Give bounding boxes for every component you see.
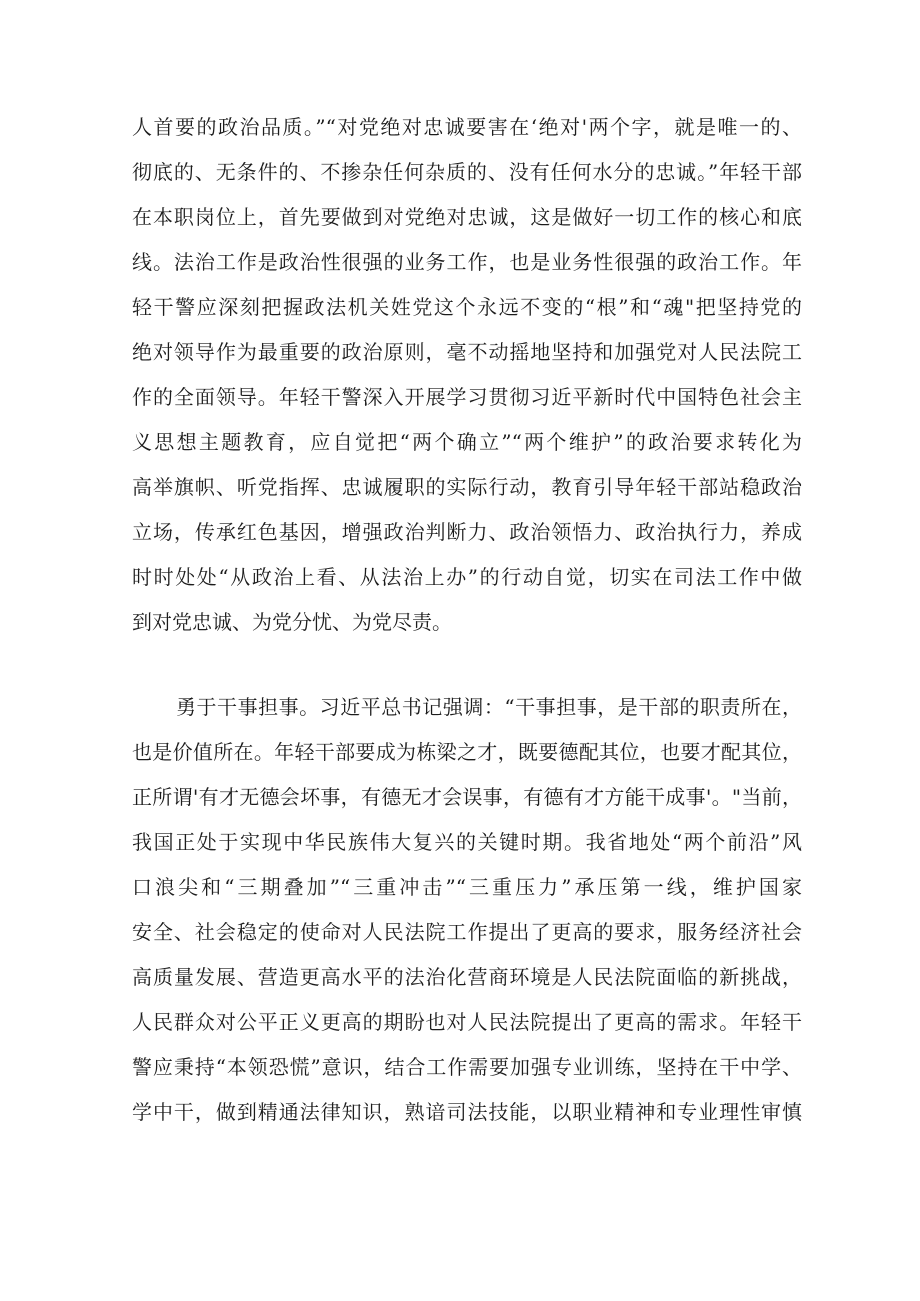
text-line: 也是价值所在。年轻干部要成为栋梁之才，既要德配其位，也要才配其位， (132, 740, 802, 764)
text-line: 时时处处“从政治上看、从法治上办”的行动自觉，切实在司法工作中做 (132, 565, 802, 589)
text-line: 彻底的、无条件的、不掺杂任何杂质的、没有任何水分的忠诚。”年轻干部 (132, 160, 802, 184)
text-line: 在本职岗位上，首先要做到对党绝对忠诚，这是做好一切工作的核心和底 (132, 205, 802, 229)
text-line: 我国正处于实现中华民族伟大复兴的关键时期。我省地处“两个前沿”风 (132, 830, 802, 854)
text-line: 勇于干事担事。习近平总书记强调：“干事担事，是干部的职责所在， (176, 695, 802, 719)
text-line: 安全、社会稳定的使命对人民法院工作提出了更高的要求，服务经济社会 (132, 920, 802, 944)
text-line: 立场，传承红色基因，增强政治判断力、政治领悟力、政治执行力，养成 (132, 520, 802, 544)
text-line: 轻干警应深刻把握政法机关姓党这个永远不变的“根”和“魂"把坚持党的 (132, 295, 802, 319)
text-line: 绝对领导作为最重要的政治原则，毫不动摇地坚持和加强党对人民法院工 (132, 340, 802, 364)
text-line: 人民群众对公平正义更高的期盼也对人民法院提出了更高的需求。年轻干 (132, 1010, 802, 1034)
text-line: 学中干，做到精通法律知识，熟谙司法技能，以职业精神和专业理性审慎 (132, 1100, 802, 1124)
text-line: 警应秉持“本领恐慌”意识，结合工作需要加强专业训练，坚持在干中学、 (132, 1055, 802, 1079)
text-line: 高举旗帜、听党指挥、忠诚履职的实际行动，教育引导年轻干部站稳政治 (132, 475, 802, 499)
text-line: 到对党忠诚、为党分忧、为党尽责。 (132, 610, 452, 634)
text-line: 口浪尖和“三期叠加”“三重冲击”“三重压力”承压第一线，维护国家 (132, 875, 802, 899)
text-line: 线。法治工作是政治性很强的业务工作，也是业务性很强的政治工作。年 (132, 250, 802, 274)
text-line: 正所谓'有才无德会坏事，有德无才会误事，有德有才方能干成事'。"当前， (132, 785, 802, 809)
text-line: 人首要的政治品质。”“对党绝对忠诚要害在‘绝对'两个字，就是唯一的、 (132, 115, 802, 139)
text-line: 义思想主题教育，应自觉把“两个确立”“两个维护”的政治要求转化为 (132, 430, 802, 454)
text-line: 高质量发展、营造更高水平的法治化营商环境是人民法院面临的新挑战， (132, 965, 802, 989)
text-line: 作的全面领导。年轻干警深入开展学习贯彻习近平新时代中国特色社会主 (132, 385, 802, 409)
